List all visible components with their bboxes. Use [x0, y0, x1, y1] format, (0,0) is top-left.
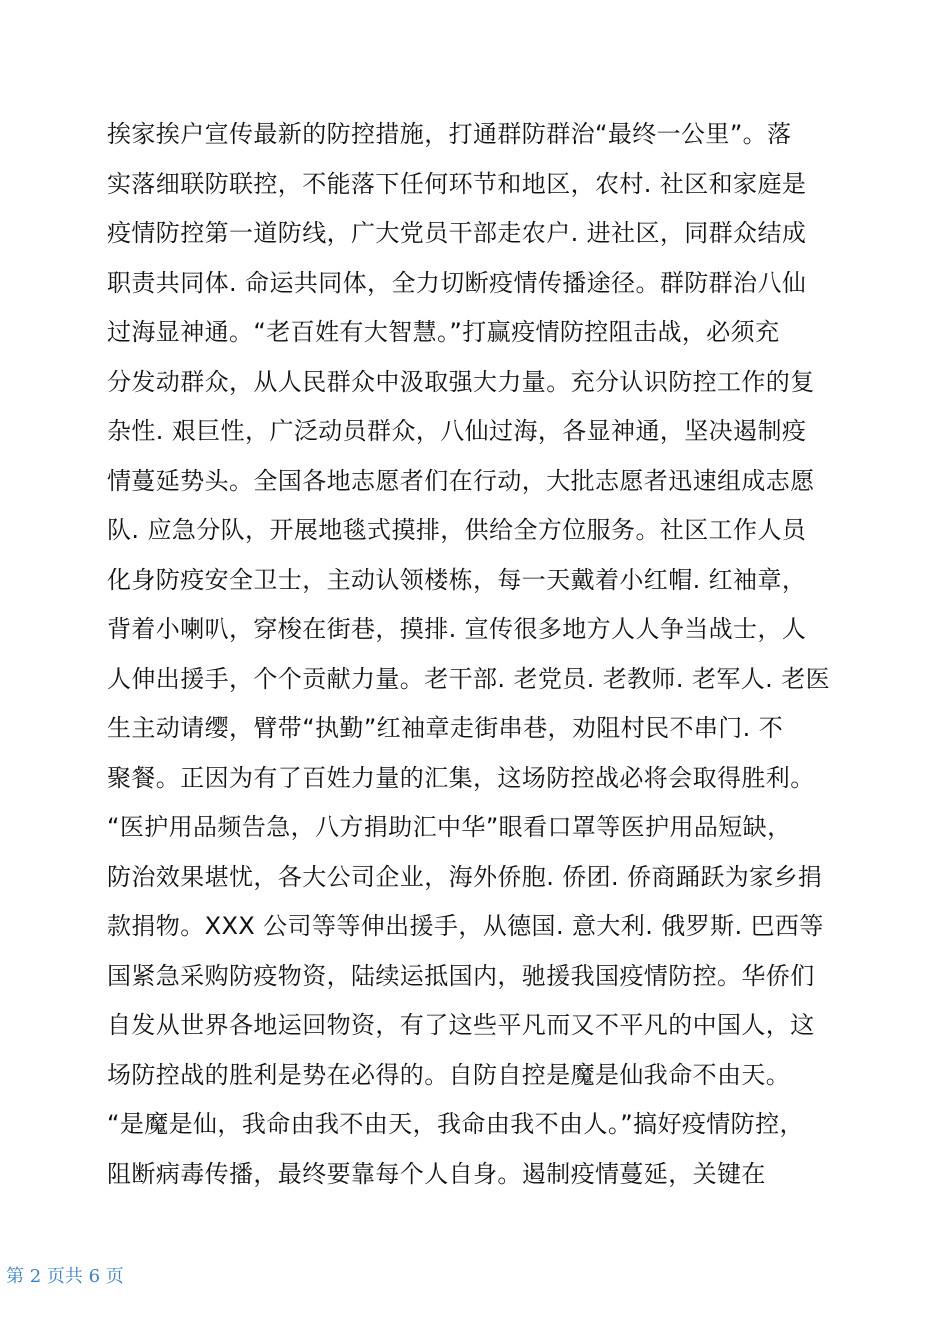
text-line: 职责共同体. 命运共同体，全力切断疫情传播途径。群防群治八仙 [107, 268, 807, 297]
text-line: 过海显神通。“老百姓有大智慧。”打赢疫情防控阻击战，必须充 [107, 318, 780, 346]
text-line: 疫情防控第一道防线，广大党员干部走农户. 进社区，同群众结成 [107, 219, 807, 247]
text-line: 化身防疫安全卫士，主动认领楼栋，每一天戴着小红帽. 红袖章， [107, 565, 807, 594]
text-line: 情蔓延势头。全国各地志愿者们在行动，大批志愿者迅速组成志愿 [107, 466, 815, 495]
text-line: 杂性. 艰巨性，广泛动员群众，八仙过海，各显神通，坚决遏制疫 [107, 417, 807, 445]
text-line: 聚餐。正因为有了百姓力量的汇集，这场防控战必将会取得胜利。 [107, 763, 815, 792]
text-line: “是魔是仙，我命由我不由天，我命由我不由人。”搞好疫情防控， [107, 1110, 804, 1138]
text-line: 实落细联防联控，不能落下任何环节和地区，农村. 社区和家庭是 [107, 169, 807, 198]
text-line: 自发从世界各地运回物资，有了这些平凡而又不平凡的中国人，这 [107, 1011, 815, 1039]
text-line: 生主动请缨，臂带“执勤”红袖章走街串巷，劝阻村民不串门. 不 [107, 714, 784, 742]
page-number-footer: 第 2 页共 6 页 [6, 1266, 124, 1287]
text-line: 场防控战的胜利是势在必得的。自防自控是魔是仙我命不由天。 [107, 1060, 791, 1089]
text-line: 款捐物。XXX 公司等等伸出援手，从德国. 意大利. 俄罗斯. 巴西等 [107, 912, 824, 940]
text-line: 背着小喇叭，穿梭在街巷，摸排. 宣传很多地方人人争当战士，人 [107, 615, 807, 643]
text-line: 人伸出援手，个个贡献力量。老干部. 老党员. 老教师. 老军人. 老医 [107, 664, 831, 693]
text-line: 分发动群众，从人民群众中汲取强大力量。充分认识防控工作的复 [107, 367, 815, 396]
text-line: 阻断病毒传播，最终要靠每个人自身。遏制疫情蔓延，关键在 [107, 1159, 766, 1188]
text-line: 挨家挨户宣传最新的防控措施，打通群防群治“最终一公里”。落 [107, 120, 792, 148]
document-body [107, 110, 847, 1199]
text-line: “医护用品频告急，八方捐助汇中华”眼看口罩等医护用品短缺， [107, 813, 792, 841]
text-line: 队. 应急分队，开展地毯式摸排，供给全方位服务。社区工作人员 [107, 516, 807, 544]
text-line: 防治效果堪忧，各大公司企业，海外侨胞. 侨团. 侨商踊跃为家乡捐 [107, 862, 823, 891]
text-line: 国紧急采购防疫物资，陆续运抵国内，驰援我国疫情防控。华侨们 [107, 961, 815, 990]
